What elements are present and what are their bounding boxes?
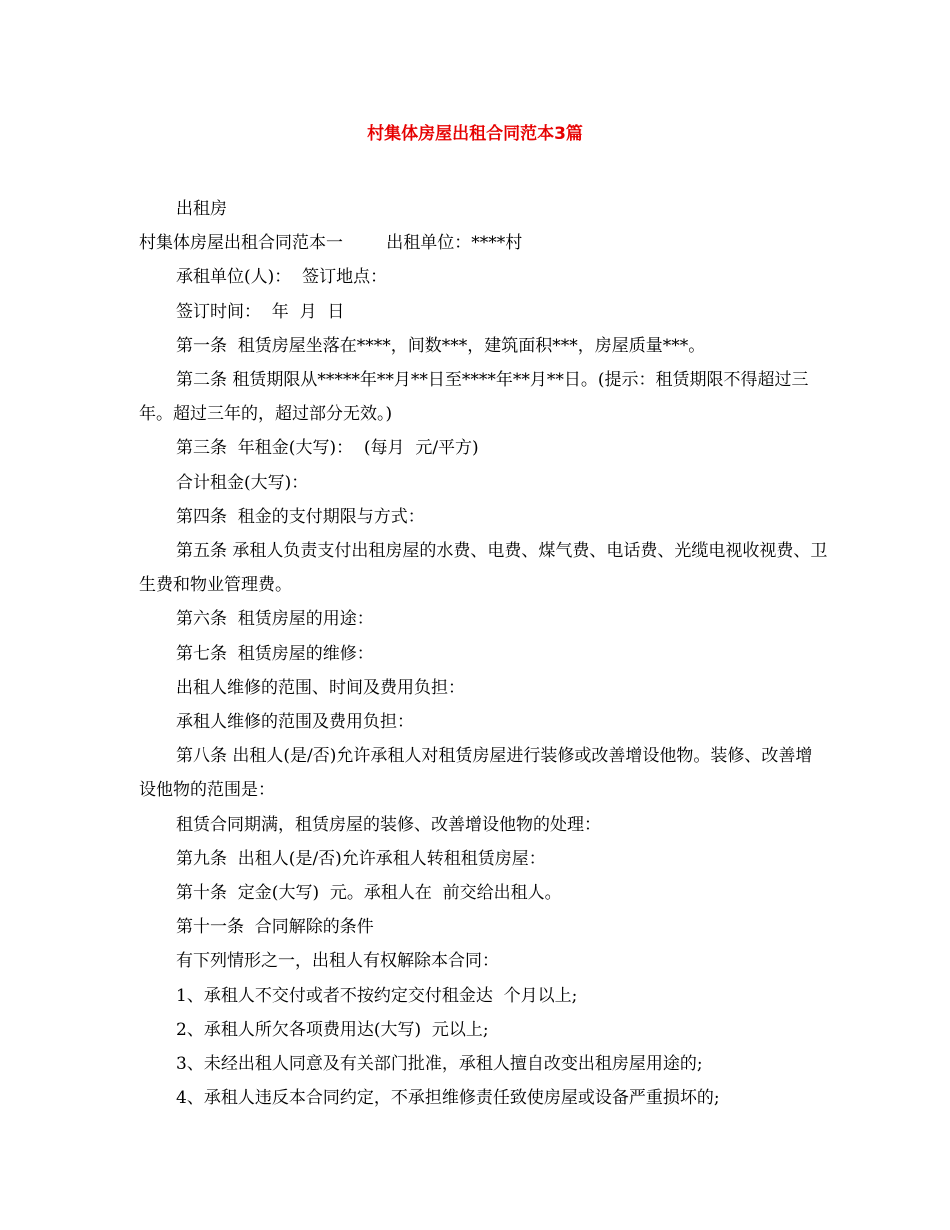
paragraph: 第十条 定金(大写) 元。承租人在 前交给出租人。 bbox=[176, 883, 562, 904]
paragraph: 第五条 承租人负责支付出租房屋的水费、电费、煤气费、电话费、光缆电视收视费、卫生费和物业管理费。 bbox=[139, 541, 828, 596]
document-body bbox=[139, 192, 829, 1115]
paragraph: 合计租金(大写)： bbox=[176, 472, 309, 493]
paragraph: 承租人维修的范围及费用负担： bbox=[176, 712, 414, 733]
paragraph: 租赁合同期满，租赁房屋的装修、改善增设他物的处理： bbox=[176, 814, 601, 835]
paragraph: 第六条 租赁房屋的用途： bbox=[176, 609, 374, 630]
paragraph: 第七条 租赁房屋的维修： bbox=[176, 643, 374, 664]
paragraph: 第十一条 合同解除的条件 bbox=[176, 917, 374, 938]
paragraph: 有下列情形之一，出租人有权解除本合同： bbox=[176, 951, 499, 972]
paragraph: 4、承租人违反本合同约定，不承担维修责任致使房屋或设备严重损坏的; bbox=[176, 1088, 720, 1109]
paragraph: 第四条 租金的支付期限与方式： bbox=[176, 506, 425, 527]
paragraph: 第二条 租赁期限从*****年**月**日至****年**月**日。(提示：租赁期限不得超过三年。超过三年的，超过部分无效。) bbox=[139, 370, 809, 425]
paragraph: 第三条 年租金(大写)： (每月 元/平方) bbox=[176, 438, 479, 459]
paragraph: 出租人维修的范围、时间及费用负担： bbox=[176, 677, 465, 698]
paragraph: 村集体房屋出租合同范本一 出租单位：****村 bbox=[139, 233, 523, 254]
paragraph: 出租房 bbox=[176, 199, 227, 219]
paragraph: 第九条 出租人(是/否)允许承租人转租租赁房屋： bbox=[176, 848, 546, 869]
paragraph: 签订时间： 年 月 日 bbox=[176, 301, 345, 322]
paragraph: 承租单位(人)： 签订地点： bbox=[176, 267, 388, 288]
paragraph: 3、未经出租人同意及有关部门批准，承租人擅自改变出租房屋用途的; bbox=[176, 1054, 703, 1075]
paragraph: 1、承租人不交付或者不按约定交付租金达 个月以上; bbox=[176, 985, 578, 1006]
document-title: 村集体房屋出租合同范本3篇 bbox=[367, 124, 583, 144]
paragraph: 第一条 租赁房屋坐落在****，间数***，建筑面积***，房屋质量***。 bbox=[176, 335, 706, 356]
paragraph: 2、承租人所欠各项费用达(大写) 元以上; bbox=[176, 1019, 489, 1040]
paragraph: 第八条 出租人(是/否)允许承租人对租赁房屋进行装修或改善增设他物。装修、改善增设他物的范围是： bbox=[139, 746, 813, 801]
